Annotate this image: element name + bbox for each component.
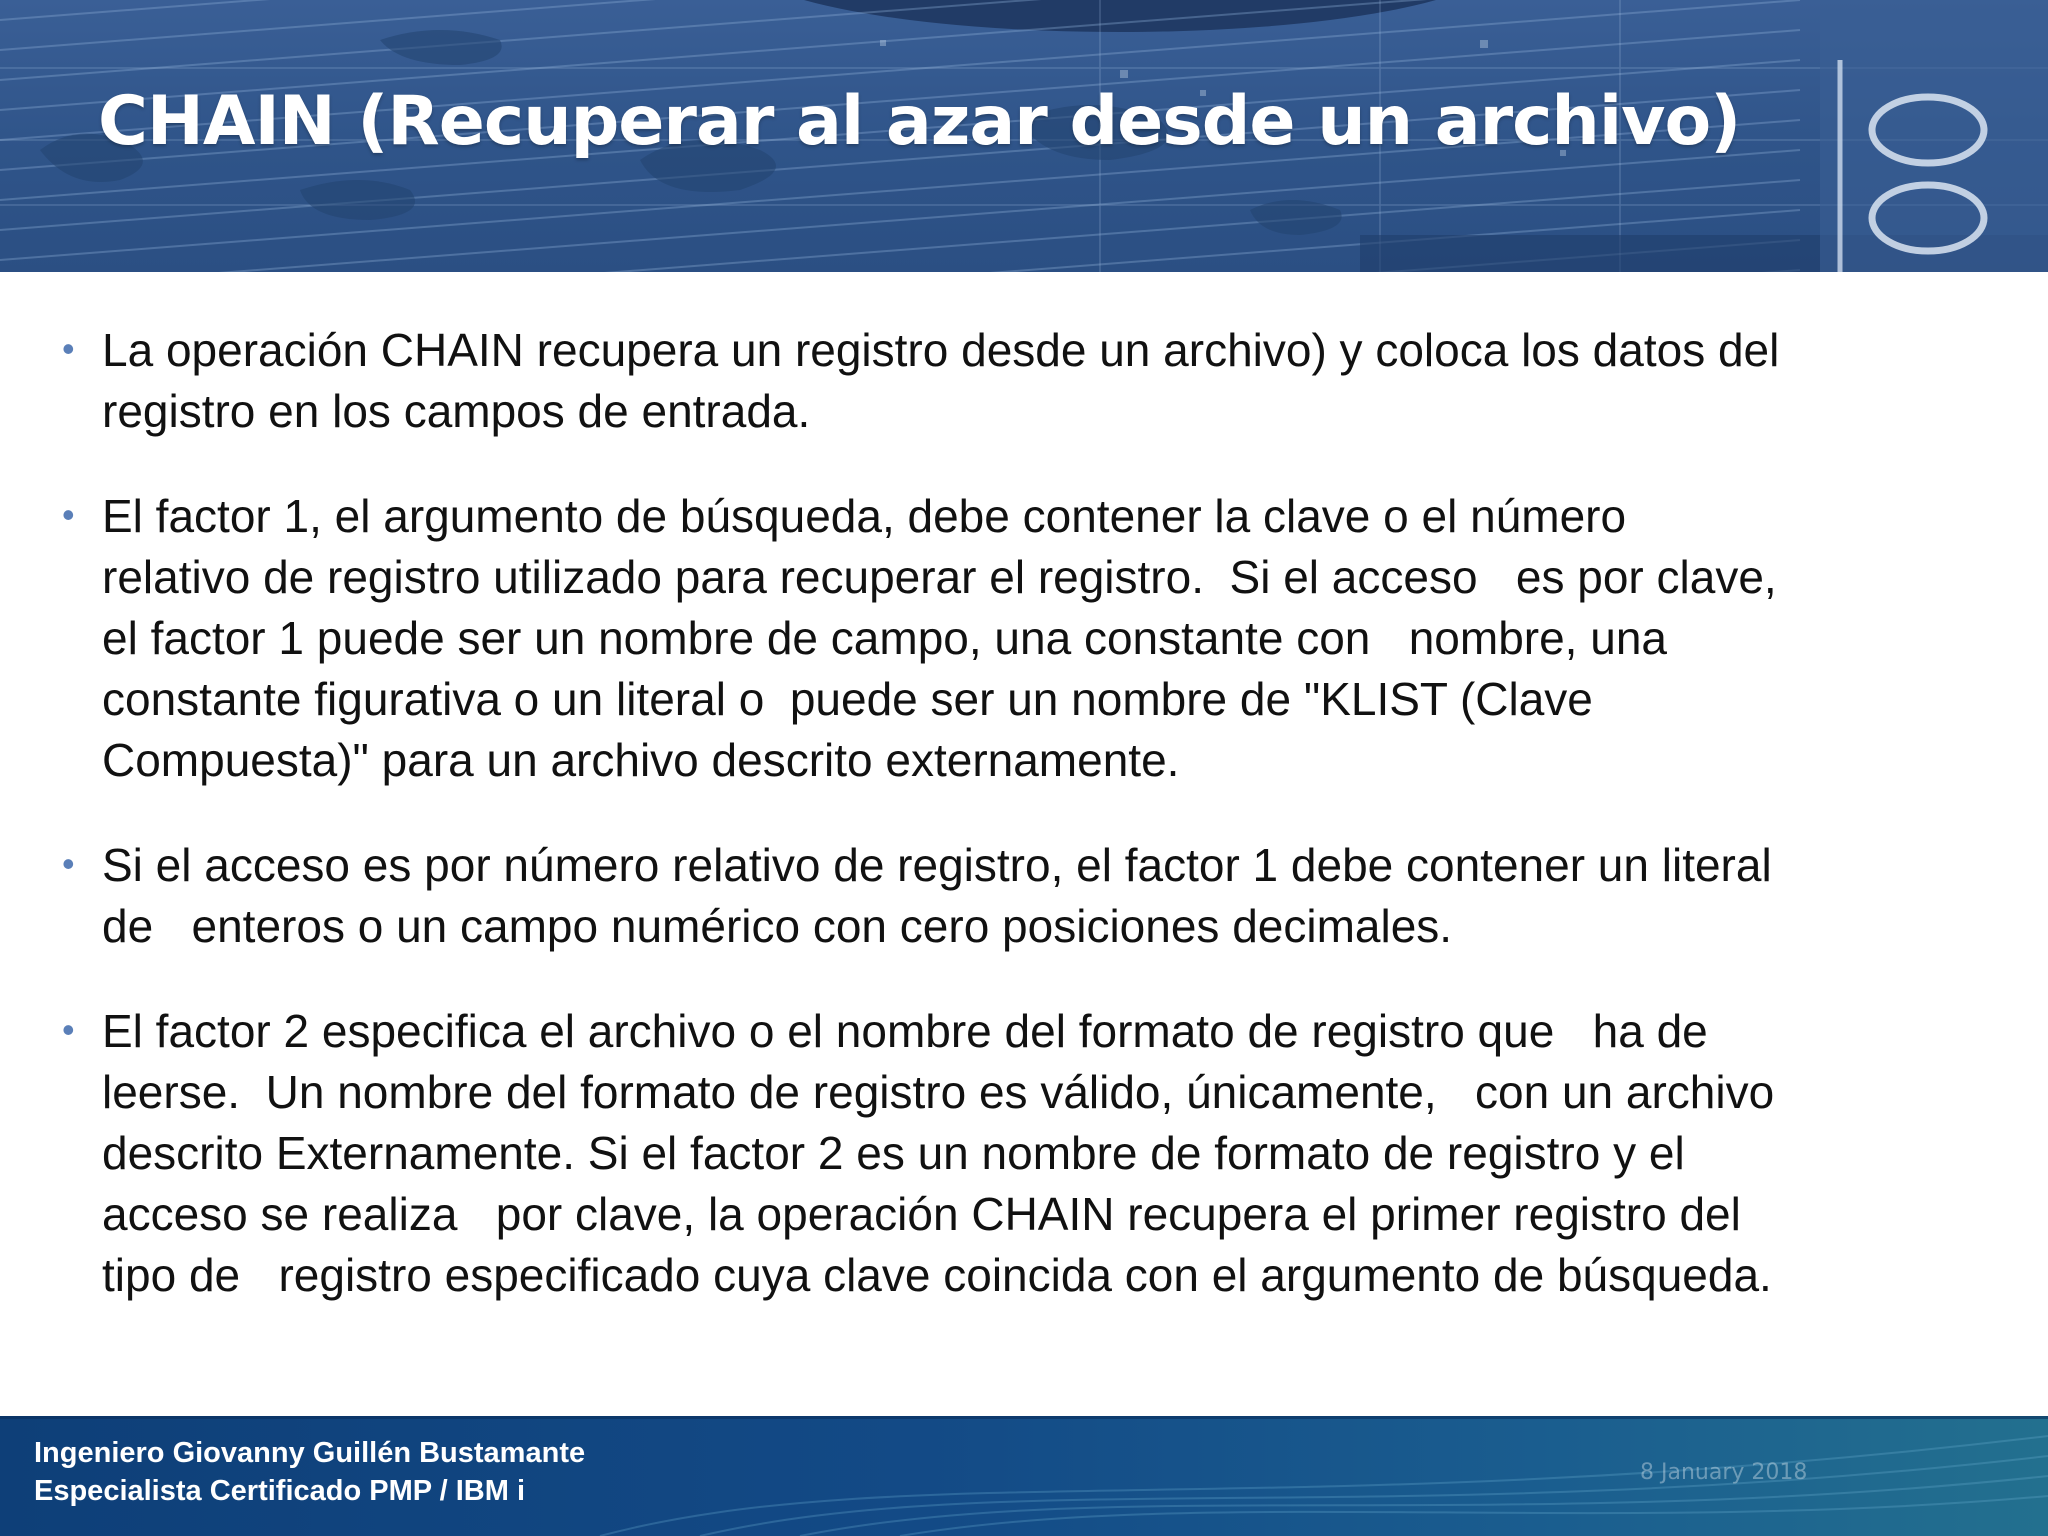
bullet-item-3 bbox=[60, 835, 1990, 957]
bullet-dot-icon: • bbox=[62, 1009, 75, 1050]
bullet-dot-icon: • bbox=[62, 328, 75, 369]
bullet-item-2 bbox=[60, 486, 1990, 791]
bullet-2-line-3: el factor 1 puede ser un nombre de campo, una constante con nombre, una bbox=[102, 612, 1667, 664]
bullet-4-line-1: El factor 2 especifica el archivo o el nombre del formato de registro que ha de bbox=[102, 1005, 1708, 1057]
slide-title: CHAIN (Recuperar al azar desde un archivo) bbox=[98, 82, 1741, 161]
bullet-4-line-3: descrito Externamente. Si el factor 2 es un nombre de formato de registro y el bbox=[102, 1127, 1685, 1179]
bullet-3-line-2: de enteros o un campo numérico con cero posiciones decimales. bbox=[102, 900, 1453, 952]
footer-bar bbox=[0, 1416, 2048, 1536]
bullet-4-line-5: tipo de registro especificado cuya clave coincida con el argumento de búsqueda. bbox=[102, 1249, 1772, 1301]
bullet-item-4 bbox=[60, 1001, 1990, 1306]
bullet-dot-icon: • bbox=[62, 494, 75, 535]
bullet-2-line-2: relativo de registro utilizado para recuperar el registro. Si el acceso es por clave, bbox=[102, 551, 1777, 603]
bullet-4-line-2: leerse. Un nombre del formato de registro es válido, únicamente, con un archivo bbox=[102, 1066, 1775, 1118]
bullet-1-line-2: registro en los campos de entrada. bbox=[102, 385, 811, 437]
author-credentials: Especialista Certificado PMP / IBM i bbox=[34, 1475, 526, 1507]
bullet-list bbox=[60, 320, 1990, 1306]
slide-content bbox=[60, 320, 1990, 1350]
bullet-2-line-4: constante figurativa o un literal o puede ser un nombre de "KLIST (Clave bbox=[102, 673, 1593, 725]
slide-date: 8 January 2018 bbox=[1640, 1460, 1808, 1485]
bullet-3-line-1: Si el acceso es por número relativo de registro, el factor 1 debe contener un literal bbox=[102, 839, 1772, 891]
bullet-1-line-1: La operación CHAIN recupera un registro desde un archivo) y coloca los datos del bbox=[102, 324, 1780, 376]
bullet-2-line-5: Compuesta)" para un archivo descrito externamente. bbox=[102, 734, 1180, 786]
header-banner bbox=[0, 0, 2048, 272]
bullet-4-line-4: acceso se realiza por clave, la operación CHAIN recupera el primer registro del bbox=[102, 1188, 1741, 1240]
bullet-item-1 bbox=[60, 320, 1990, 442]
author-info bbox=[34, 1434, 585, 1510]
author-name: Ingeniero Giovanny Guillén Bustamante bbox=[34, 1437, 586, 1469]
bullet-dot-icon: • bbox=[62, 843, 75, 884]
bullet-2-line-1: El factor 1, el argumento de búsqueda, debe contener la clave o el número bbox=[102, 490, 1627, 542]
